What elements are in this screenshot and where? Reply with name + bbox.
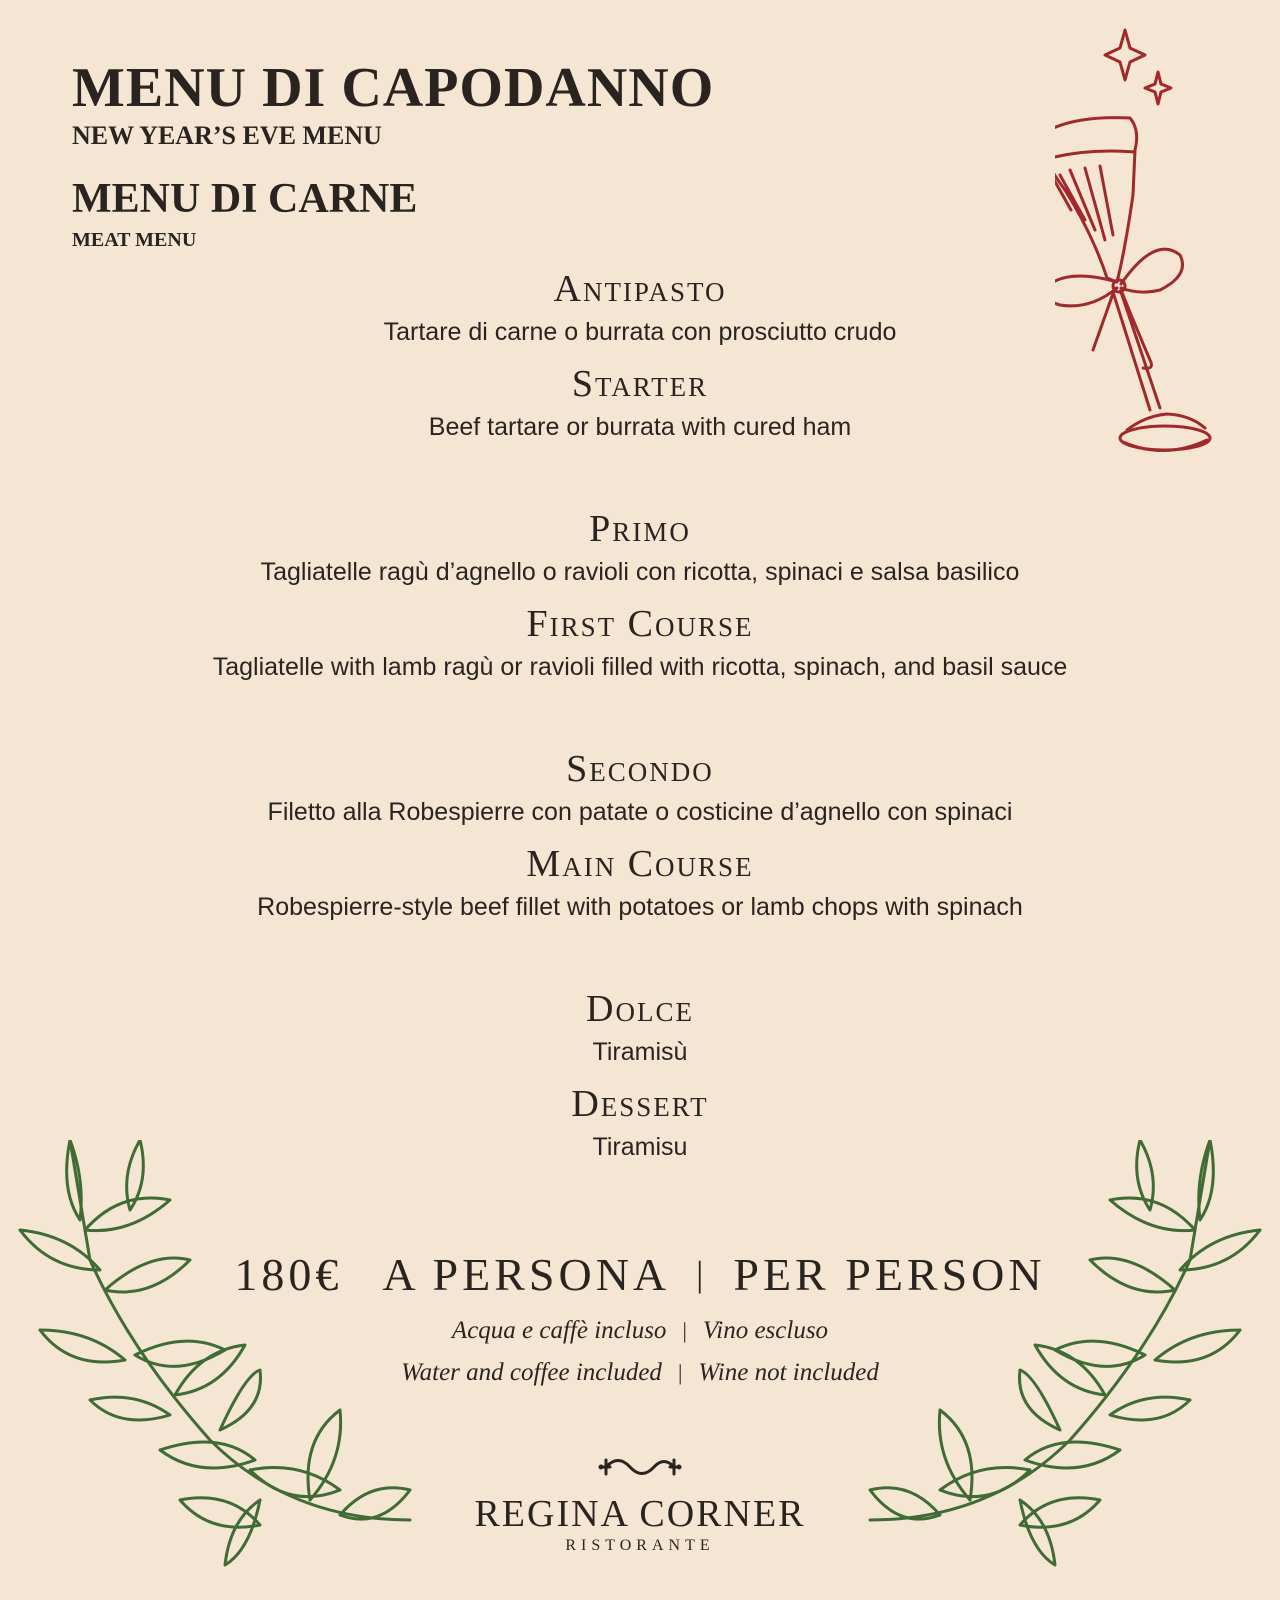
note-included-en: Water and coffee included <box>401 1359 662 1386</box>
note-included-it: Acqua e caffè incluso <box>451 1317 667 1344</box>
course-title-it: Dolce <box>586 988 694 1030</box>
course-title-en: Dessert <box>571 1083 709 1125</box>
price-label-en: PER PERSON <box>733 1249 1046 1300</box>
price-label-it: A PERSONA <box>382 1249 671 1300</box>
sparkle-icon <box>1145 72 1171 104</box>
course-description-en: Beef tartare or burrata with cured ham <box>428 413 852 441</box>
course-title-en: Main Course <box>526 843 754 885</box>
course-description-it: Tagliatelle ragù d’agnello o ravioli con ricotta, spinaci e salsa basilico <box>260 558 1020 586</box>
course-title-it: Primo <box>589 508 691 550</box>
sparkle-icon <box>1105 30 1145 80</box>
course-description-it: Filetto alla Robespierre con patate o costicine d’agnello con spinaci <box>267 798 1013 826</box>
menu-type-subtitle: MEAT MENU <box>72 229 197 251</box>
course-title-it: Secondo <box>566 748 714 790</box>
restaurant-name: REGINA CORNER <box>474 1493 806 1535</box>
course-description-it: Tiramisù <box>592 1038 688 1066</box>
note-separator: | <box>677 1360 683 1385</box>
course-title-en: Starter <box>571 363 709 405</box>
note-separator: | <box>682 1318 687 1343</box>
restaurant-subtitle: RISTORANTE <box>565 1537 715 1554</box>
flourish-ornament-icon <box>598 1452 682 1482</box>
course-primo <box>0 510 1280 680</box>
course-description-it: Tartare di carne o burrata con prosciutto crudo <box>383 318 897 346</box>
course-secondo <box>0 750 1280 920</box>
course-title-it: Antipasto <box>553 268 727 310</box>
note-excluded-en: Wine not included <box>698 1359 879 1386</box>
page-title: MENU DI CAPODANNO <box>72 57 715 119</box>
menu-type-title: MENU DI CARNE <box>72 176 418 222</box>
course-antipasto <box>0 270 1280 440</box>
course-title-en: First Course <box>526 603 754 645</box>
price-line <box>0 1249 1280 1300</box>
note-italian <box>0 1318 1280 1343</box>
course-description-en: Tagliatelle with lamb ragù or ravioli filled with ricotta, spinach, and basil sauce <box>212 653 1068 681</box>
note-excluded-it: Vino escluso <box>702 1317 829 1344</box>
price-separator: | <box>696 1254 708 1294</box>
course-description-en: Tiramisu <box>592 1133 688 1161</box>
price-amount: 180€ <box>234 1249 343 1300</box>
course-dolce <box>0 990 1280 1160</box>
course-description-en: Robespierre-style beef fillet with potatoes or lamb chops with spinach <box>257 893 1023 921</box>
page-subtitle: NEW YEAR’S EVE MENU <box>72 121 382 150</box>
note-english <box>0 1360 1280 1385</box>
